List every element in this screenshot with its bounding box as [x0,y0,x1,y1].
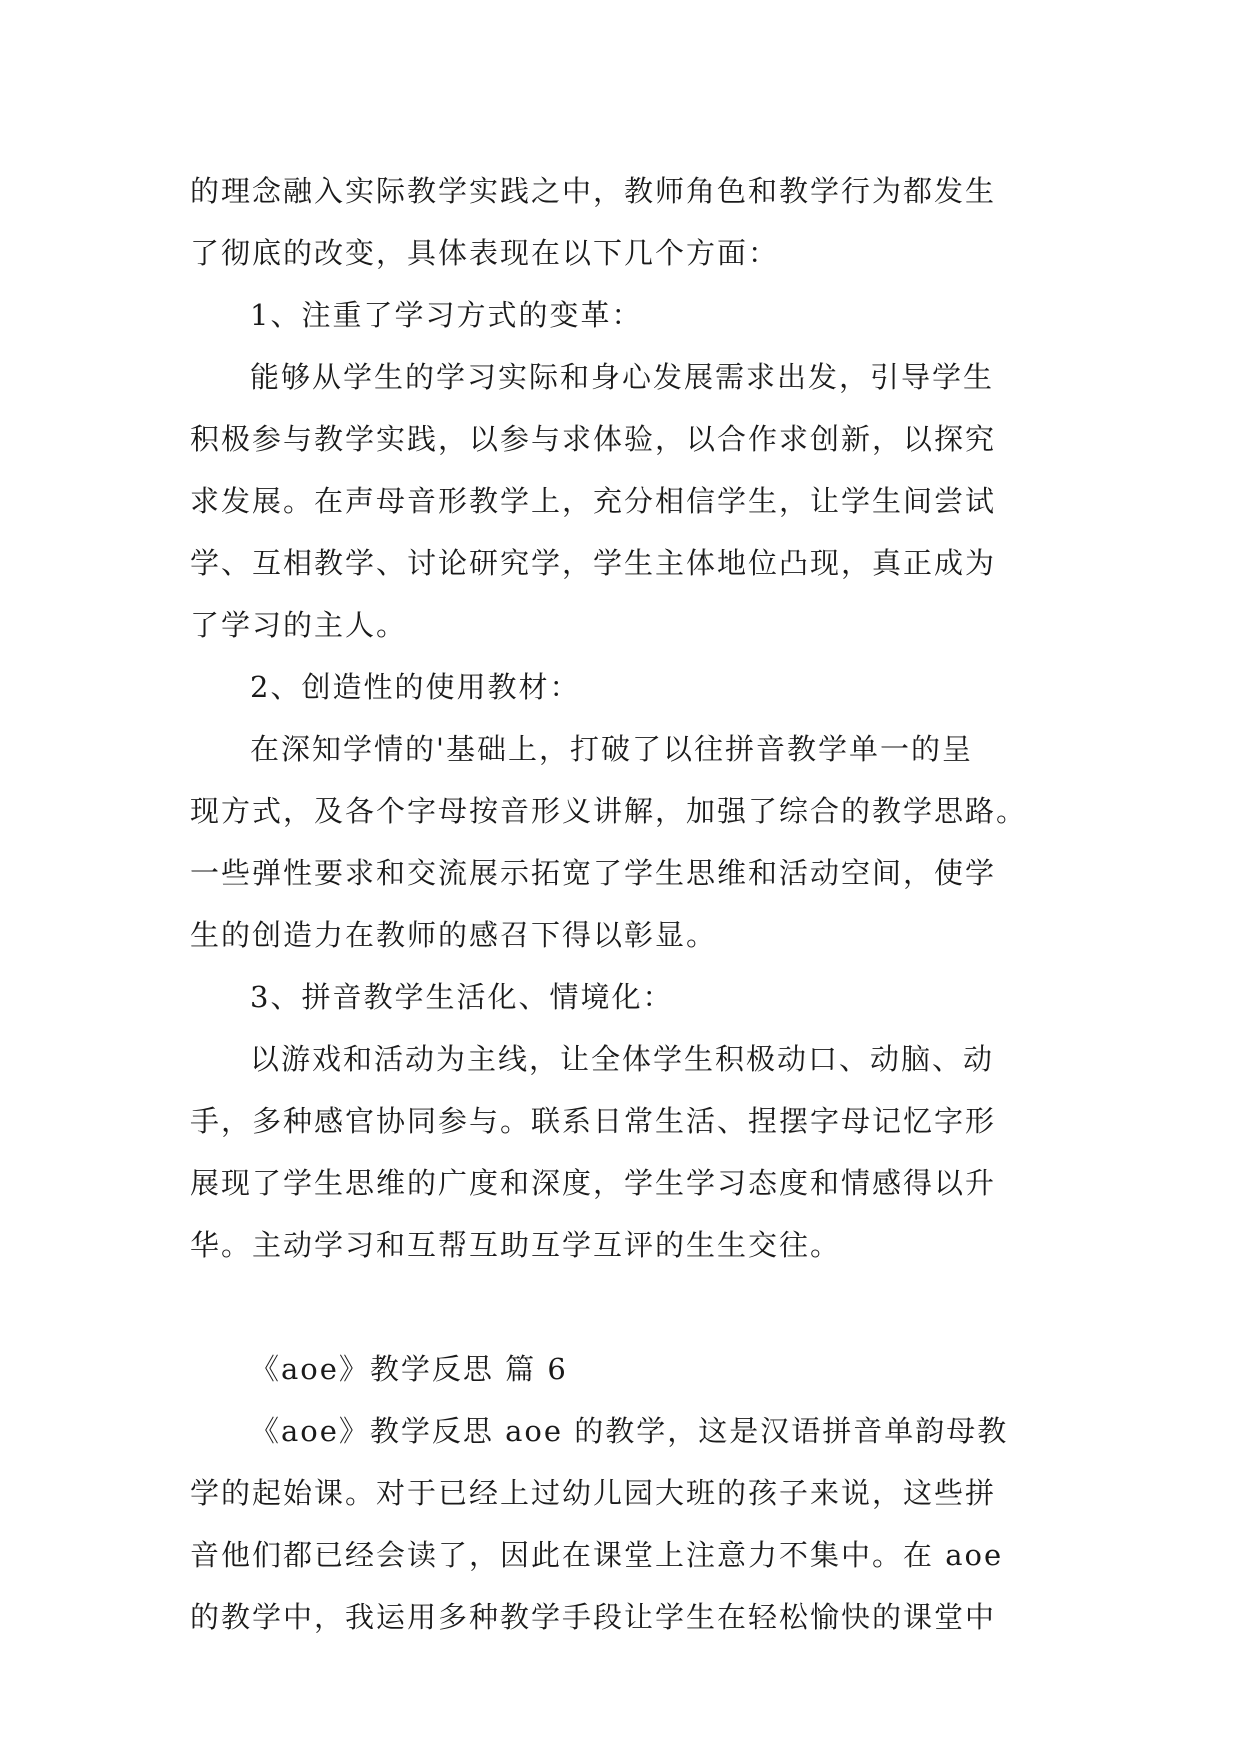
section-spacer [190,1276,1050,1338]
article-title [190,1338,1050,1400]
section-heading [190,656,1050,718]
text-line: 3、拼音教学生活化、情境化： [250,980,674,1014]
text-line: 的教学中，我运用多种教学手段让学生在轻松愉快的课堂中 [190,1600,997,1634]
text-line: 在深知学情的'基础上，打破了以往拼音教学单一的呈 [250,732,973,766]
text-line: 了彻底的改变，具体表现在以下几个方面： [190,236,780,270]
text-line: 音他们都已经会读了，因此在课堂上注意力不集中。在 aoe [190,1538,1004,1572]
text-line: 《aoe》教学反思 aoe 的教学，这是汉语拼音单韵母教 [250,1414,1009,1448]
paragraph [190,1400,1050,1648]
text-line: 华。主动学习和互帮互助互学互评的生生交往。 [190,1228,842,1262]
text-line: 《aoe》教学反思 篇 6 [250,1352,568,1386]
paragraph [190,718,1050,966]
text-line: 生的创造力在教师的感召下得以彰显。 [190,918,718,952]
paragraph [190,346,1050,656]
text-line: 1、注重了学习方式的变革： [250,298,643,332]
text-line: 展现了学生思维的广度和深度，学生学习态度和情感得以升 [190,1166,997,1200]
paragraph [190,160,1050,284]
text-line: 的理念融入实际教学实践之中，教师角色和教学行为都发生 [190,174,997,208]
section-heading [190,966,1050,1028]
text-line: 能够从学生的学习实际和身心发展需求出发，引导学生 [250,360,995,394]
text-line: 求发展。在声母音形教学上，充分相信学生，让学生间尝试 [190,484,997,518]
text-line: 2、创造性的使用教材： [250,670,581,704]
document-body [190,160,1050,1648]
text-line: 学的起始课。对于已经上过幼儿园大班的孩子来说，这些拼 [190,1476,997,1510]
text-line: 积极参与教学实践，以参与求体验，以合作求创新，以探究 [190,422,997,456]
paragraph [190,1028,1050,1276]
text-line: 手，多种感官协同参与。联系日常生活、捏摆字母记忆字形 [190,1104,997,1138]
text-line: 学、互相教学、讨论研究学，学生主体地位凸现，真正成为 [190,546,997,580]
section-heading [190,284,1050,346]
text-line: 了学习的主人。 [190,608,408,642]
text-line: 现方式，及各个字母按音形义讲解，加强了综合的教学思路。 [190,794,1028,828]
text-line: 以游戏和活动为主线，让全体学生积极动口、动脑、动 [250,1042,995,1076]
text-line: 一些弹性要求和交流展示拓宽了学生思维和活动空间，使学 [190,856,997,890]
